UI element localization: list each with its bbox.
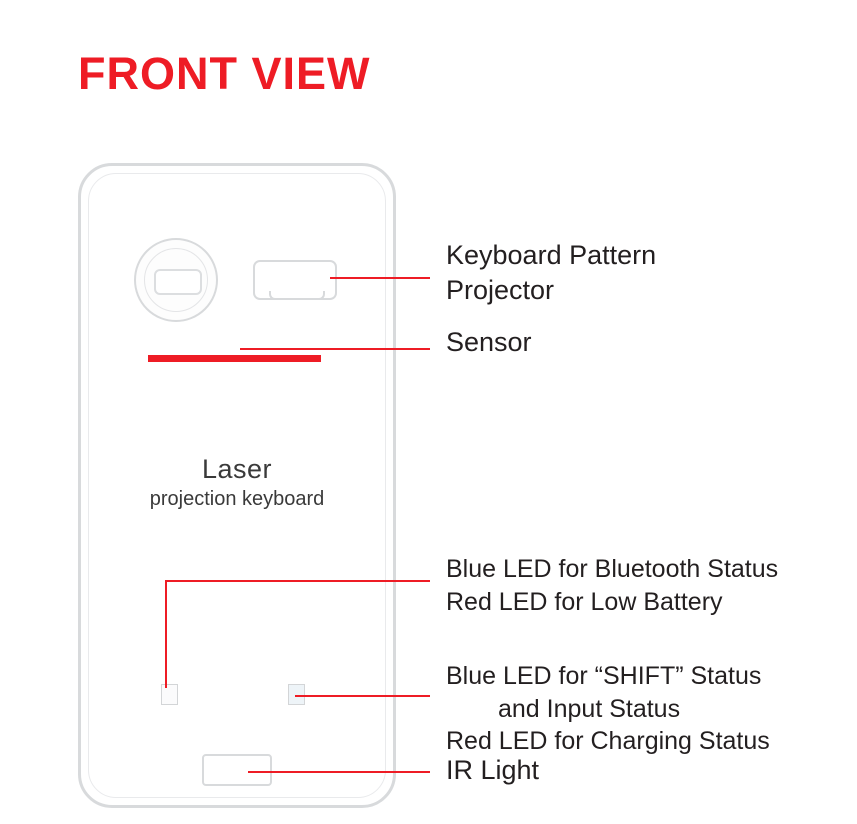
callout-line-2: and Input Status — [498, 694, 681, 723]
callout-line-2: Red LED for Low Battery — [446, 587, 723, 616]
callout-line-3: Red LED for Charging Status — [446, 727, 770, 755]
callout-line-1: IR Light — [446, 755, 540, 785]
leader-line-projector — [330, 277, 430, 279]
leader-line-led-top-horizontal — [165, 580, 430, 582]
callout-line-1: Blue LED for Bluetooth Status — [446, 555, 779, 583]
led-bluetooth-battery-icon — [161, 684, 178, 705]
callout-line-2: Projector — [446, 274, 555, 305]
device-brand-main: Laser — [201, 454, 273, 484]
callout-status-leds-top — [446, 553, 778, 618]
leader-line-led-bottom — [295, 695, 430, 697]
callout-sensor — [446, 325, 532, 360]
device-brand — [81, 454, 393, 511]
callout-line-1: Sensor — [446, 327, 532, 357]
page-title: FRONT VIEW — [78, 48, 371, 99]
callout-keyboard-pattern-projector — [446, 238, 656, 307]
callout-status-leds-bottom — [446, 660, 770, 758]
device-brand-sub: projection keyboard — [149, 488, 325, 510]
ir-light-window-icon — [202, 754, 272, 786]
callout-ir-light — [446, 753, 539, 788]
laser-emitter-bar — [148, 355, 321, 362]
device-front-illustration — [78, 163, 396, 808]
keyboard-pattern-projector-window-icon — [253, 260, 337, 300]
callout-line-1: Keyboard Pattern — [446, 240, 657, 270]
sensor-window-icon — [154, 269, 202, 295]
leader-line-sensor — [240, 348, 430, 350]
leader-line-ir-light — [248, 771, 430, 773]
sensor-ring-icon — [134, 238, 218, 322]
callout-line-1: Blue LED for “SHIFT” Status — [446, 662, 762, 690]
leader-line-led-top-vertical — [165, 580, 167, 688]
